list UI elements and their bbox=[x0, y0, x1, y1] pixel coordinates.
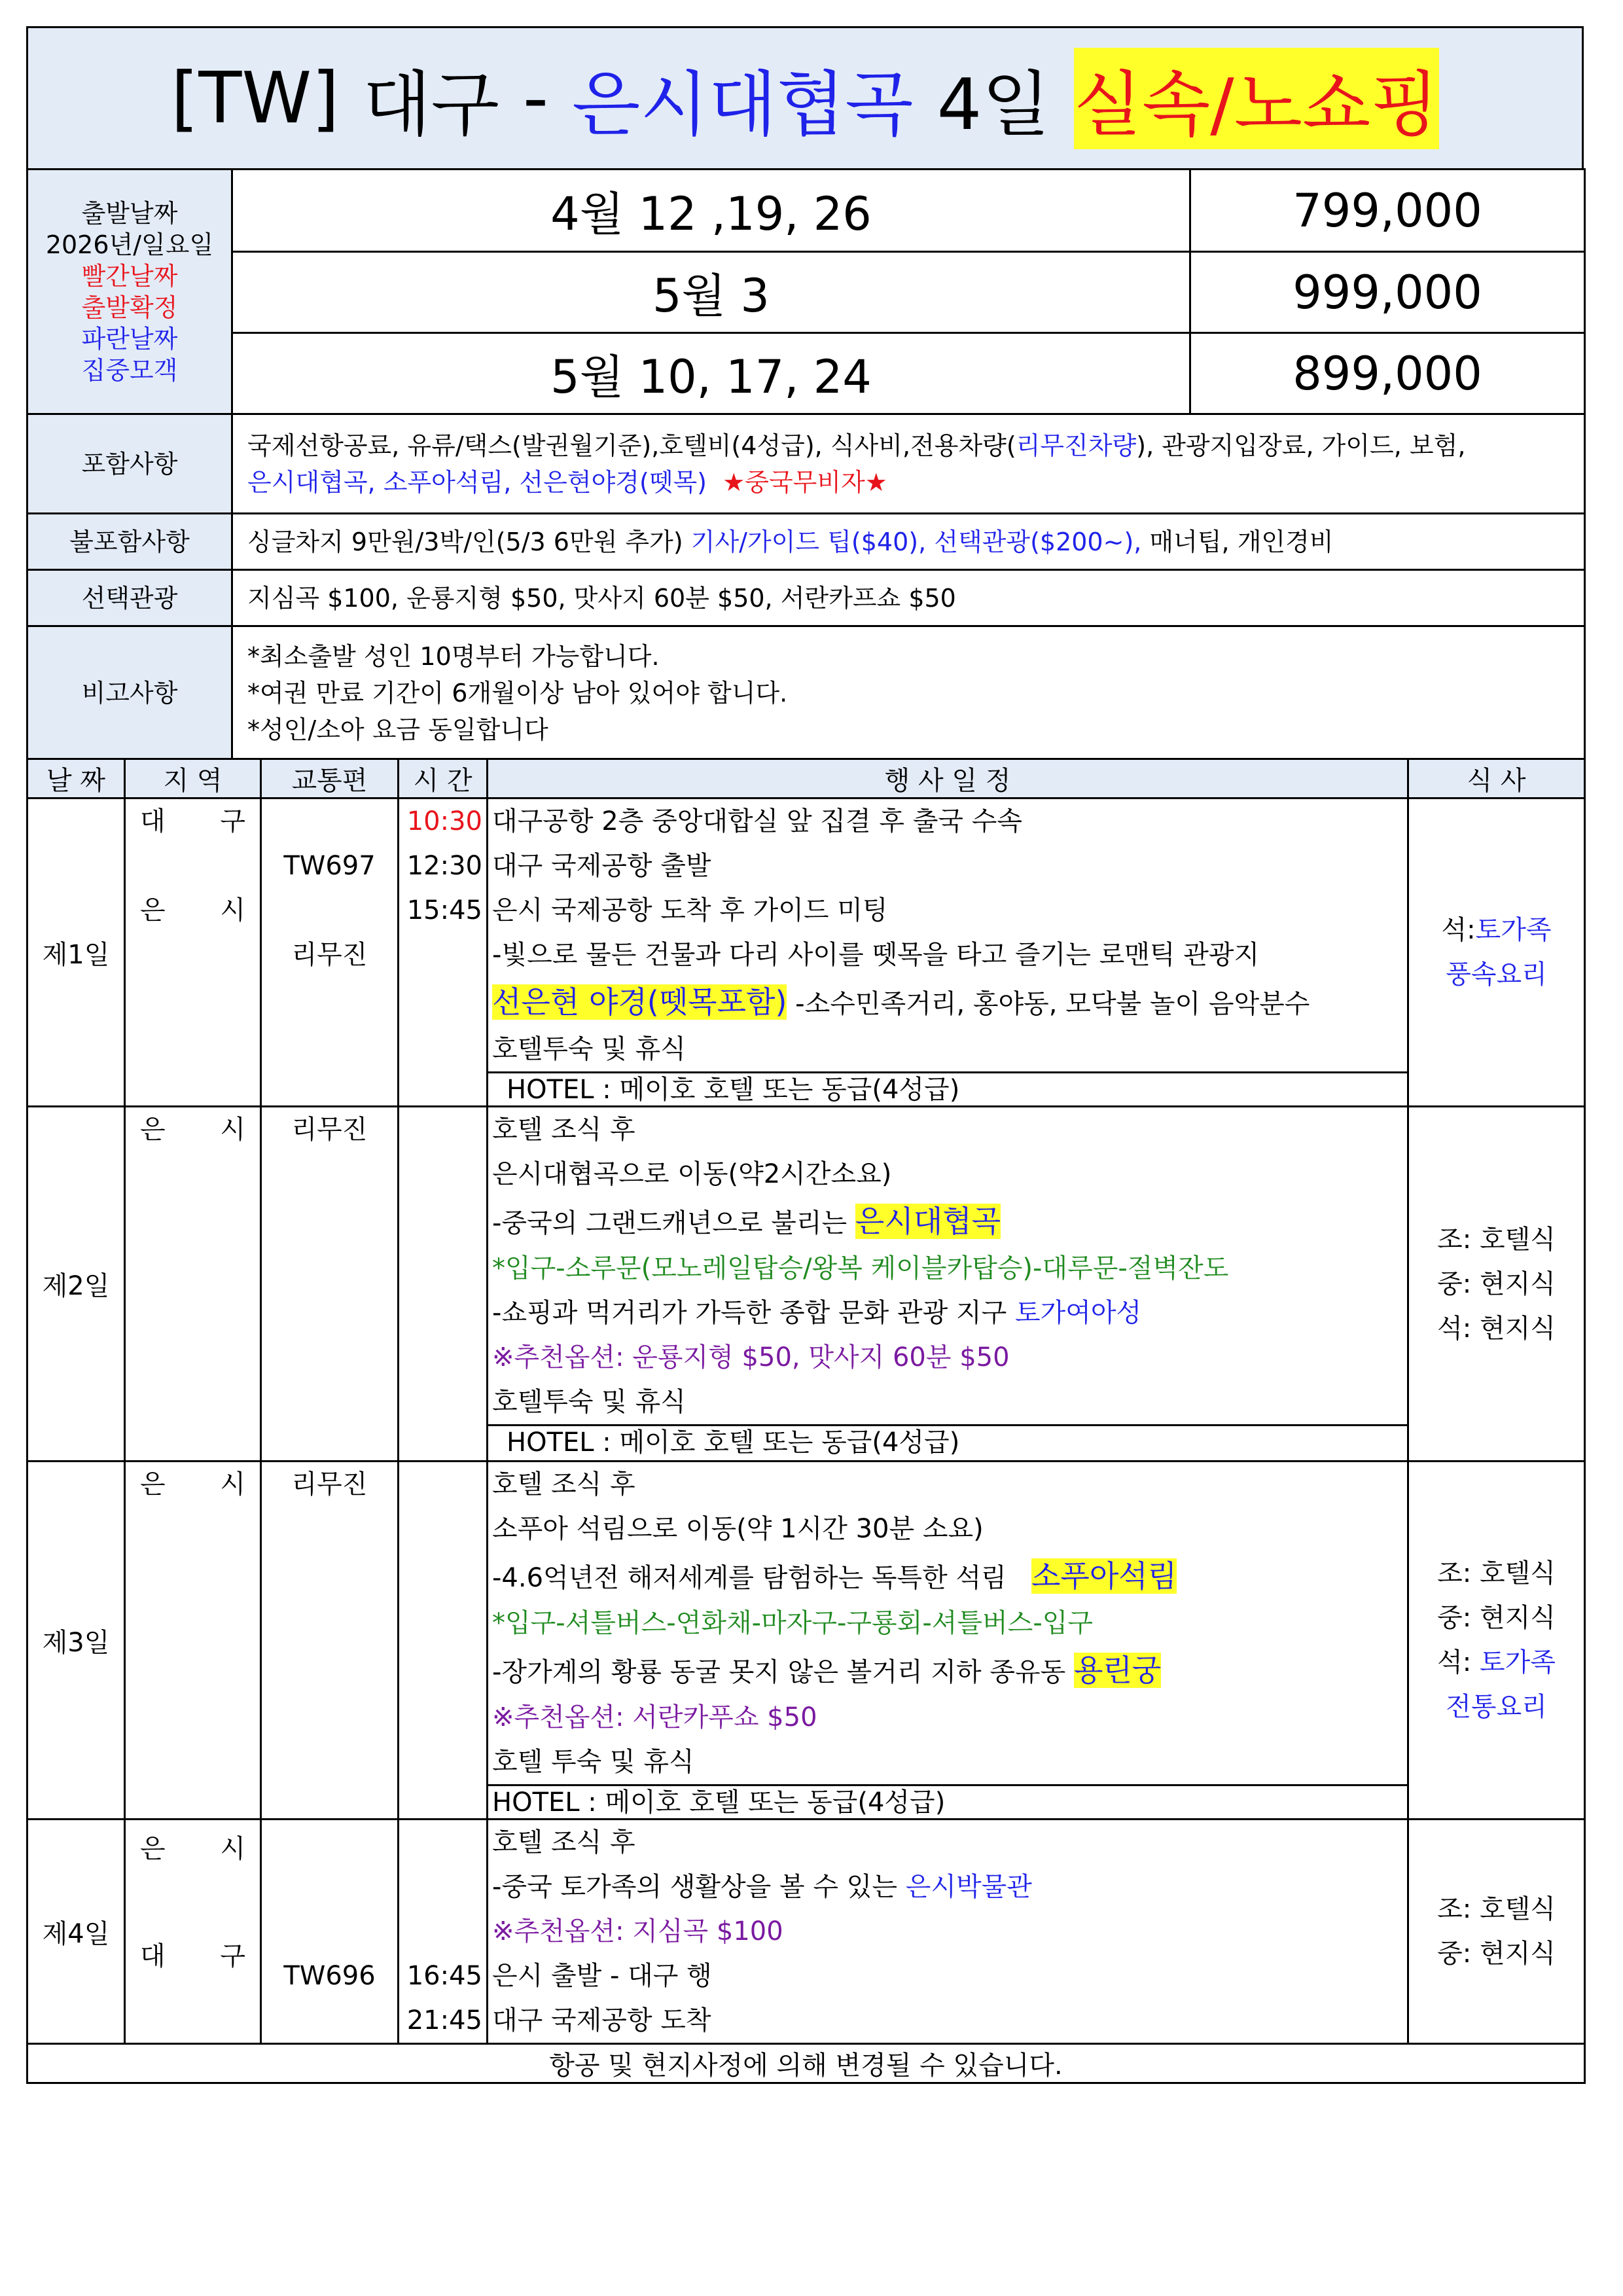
info-table bbox=[26, 168, 1586, 761]
day3-time bbox=[399, 1462, 488, 1820]
day3-itinerary: 호텔 조식 후 소푸아 석림으로 이동(약 1시간 30분 소요) -4.6억년전 해저세계를 탐험하는 독특한 석림 소푸아석림 *입구-셔틀버스-연화채-마자구-구룡회-셔틀버스-입구 -장가계의 황룡 동굴 못지 않은 볼거리 지하 종유동 용린궁 ※추천옵션: 서란카푸쇼 $50 호텔 투숙 및 휴식 HOTEL : 메이호 호텔 또는 동급(4성급) bbox=[488, 1462, 1408, 1820]
day2-row bbox=[27, 1107, 1585, 1462]
day2-region: 은 시 bbox=[125, 1107, 261, 1462]
highlight-night-view: 선은현 야경(뗏목포함) bbox=[492, 984, 787, 1020]
day1-itinerary: 대구공항 2층 중앙대합실 앞 집결 후 출국 수속 대구 국제공항 출발 은시 국제공항 도착 후 가이드 미팅 -빛으로 물든 건물과 다리 사이를 뗏목을 타고 즐기는 로맨틱 관광지 선은현 야경(뗏목포함) -소수민족거리, 홍야동, 모닥불 놀이 음악분수 호텔투숙 및 휴식 HOTEL : 메이호 호텔 또는 동급(4성급) bbox=[488, 798, 1408, 1107]
header-meal: 식 사 bbox=[1408, 759, 1585, 798]
title-prefix: [TW] bbox=[171, 57, 340, 139]
departure-dates-may-3: 5월 3 bbox=[232, 252, 1190, 333]
footer-notice: 항공 및 현지사정에 의해 변경될 수 있습니다. bbox=[27, 2044, 1585, 2083]
excluded-text: 싱글차지 9만원/3박/인(5/3 6만원 추가) 기사/가이드 팁($40), 선택관광($200~), 매너팁, 개인경비 bbox=[232, 514, 1585, 570]
day3-meal: 조: 호텔식 중: 현지식 석: 토가족 전통요리 bbox=[1408, 1462, 1585, 1820]
included-label: 포함사항 bbox=[27, 414, 232, 514]
price-may-3: 999,000 bbox=[1190, 252, 1585, 333]
day2-itinerary: 호텔 조식 후 은시대협곡으로 이동(약2시간소요) -중국의 그랜드캐년으로 불리는 은시대협곡 *입구-소루문(모노레일탑승/왕복 케이블카탑승)-대루문-절벽잔도 -쇼핑과 먹거리가 가득한 종합 문화 관광 지구 토가여아성 ※추천옵션: 운룡지형 $50, 맛사지 60분 $50 호텔투숙 및 휴식 HOTEL : 메이호 호텔 또는 동급(4성급) bbox=[488, 1107, 1408, 1462]
day1-meal: 석:토가족 풍속요리 bbox=[1408, 798, 1585, 1107]
options-label: 선택관광 bbox=[27, 570, 232, 626]
day1-time: 10:30 12:30 15:45 bbox=[399, 798, 488, 1107]
day3-transport: 리무진 bbox=[261, 1462, 399, 1820]
header-date: 날 짜 bbox=[27, 759, 125, 798]
departure-label: 출발날짜 2026년/일요일 빨간날짜 출발확정 파란날짜 집중모객 bbox=[27, 170, 232, 414]
title-from: 대구 bbox=[363, 63, 499, 146]
day1-region: 대 구 은 시 bbox=[125, 798, 261, 1107]
remarks-label: 비고사항 bbox=[27, 626, 232, 760]
title-days: 4일 bbox=[936, 63, 1050, 146]
day4-meal: 조: 호텔식 중: 현지식 bbox=[1408, 1820, 1585, 2044]
day4-region: 은 시 대 구 bbox=[125, 1820, 261, 2044]
title-destination: 은시대협곡 bbox=[571, 63, 914, 146]
header-itinerary: 행 사 일 정 bbox=[488, 759, 1408, 798]
price-april: 799,000 bbox=[1190, 170, 1585, 252]
departure-dates-april: 4월 12 ,19, 26 bbox=[232, 170, 1190, 252]
remarks-text: *최소출발 성인 10명부터 가능합니다. *여권 만료 기간이 6개월이상 남아 있어야 합니다. *성인/소아 요금 동일합니다 bbox=[232, 626, 1585, 760]
header-transport: 교통편 bbox=[261, 759, 399, 798]
day4-label: 제4일 bbox=[27, 1820, 125, 2044]
header-region: 지 역 bbox=[125, 759, 261, 798]
excluded-label: 불포함사항 bbox=[27, 514, 232, 570]
highlight-cave: 용린궁 bbox=[1073, 1653, 1162, 1688]
departure-dates-may: 5월 10, 17, 24 bbox=[232, 333, 1190, 414]
included-text: 국제선항공료, 유류/택스(발권월기준),호텔비(4성급), 식사비,전용차량(리무진차량), 관광지입장료, 가이드, 보험, 은시대협곡, 소푸아석림, 선은현야경(뗏목) ★중국무비자★ bbox=[232, 414, 1585, 514]
schedule-table bbox=[26, 758, 1586, 2084]
day4-row bbox=[27, 1820, 1585, 2044]
day1-label: 제1일 bbox=[27, 798, 125, 1107]
day2-label: 제2일 bbox=[27, 1107, 125, 1462]
title-dash: - bbox=[522, 57, 548, 139]
page-title bbox=[26, 26, 1584, 170]
title-tag: 실속/노쇼핑 bbox=[1074, 48, 1439, 149]
day4-itinerary: 호텔 조식 후 -중국 토가족의 생활상을 볼 수 있는 은시박물관 ※추천옵션: 지심곡 $100 은시 출발 - 대구 행 대구 국제공항 도착 bbox=[488, 1820, 1408, 2044]
price-may: 899,000 bbox=[1190, 333, 1585, 414]
day1-hotel: HOTEL : 메이호 호텔 또는 동급(4성급) bbox=[488, 1071, 1407, 1105]
options-text: 지심곡 $100, 운룡지형 $50, 맛사지 60분 $50, 서란카프쇼 $50 bbox=[232, 570, 1585, 626]
day3-label: 제3일 bbox=[27, 1462, 125, 1820]
day1-row bbox=[27, 798, 1585, 1107]
day4-transport: TW696 bbox=[261, 1820, 399, 2044]
day3-region: 은 시 bbox=[125, 1462, 261, 1820]
highlight-stone-forest: 소푸아석림 bbox=[1031, 1558, 1177, 1594]
day4-time: 16:45 21:45 bbox=[399, 1820, 488, 2044]
day2-time bbox=[399, 1107, 488, 1462]
day2-meal: 조: 호텔식 중: 현지식 석: 현지식 bbox=[1408, 1107, 1585, 1462]
header-time: 시 간 bbox=[399, 759, 488, 798]
day1-transport: TW697 리무진 bbox=[261, 798, 399, 1107]
day2-transport: 리무진 bbox=[261, 1107, 399, 1462]
day3-hotel: HOTEL : 메이호 호텔 또는 동급(4성급) bbox=[488, 1784, 1407, 1818]
day3-row bbox=[27, 1462, 1585, 1820]
highlight-enshi-canyon: 은시대협곡 bbox=[855, 1204, 1001, 1239]
day2-hotel: HOTEL : 메이호 호텔 또는 동급(4성급) bbox=[488, 1424, 1407, 1458]
